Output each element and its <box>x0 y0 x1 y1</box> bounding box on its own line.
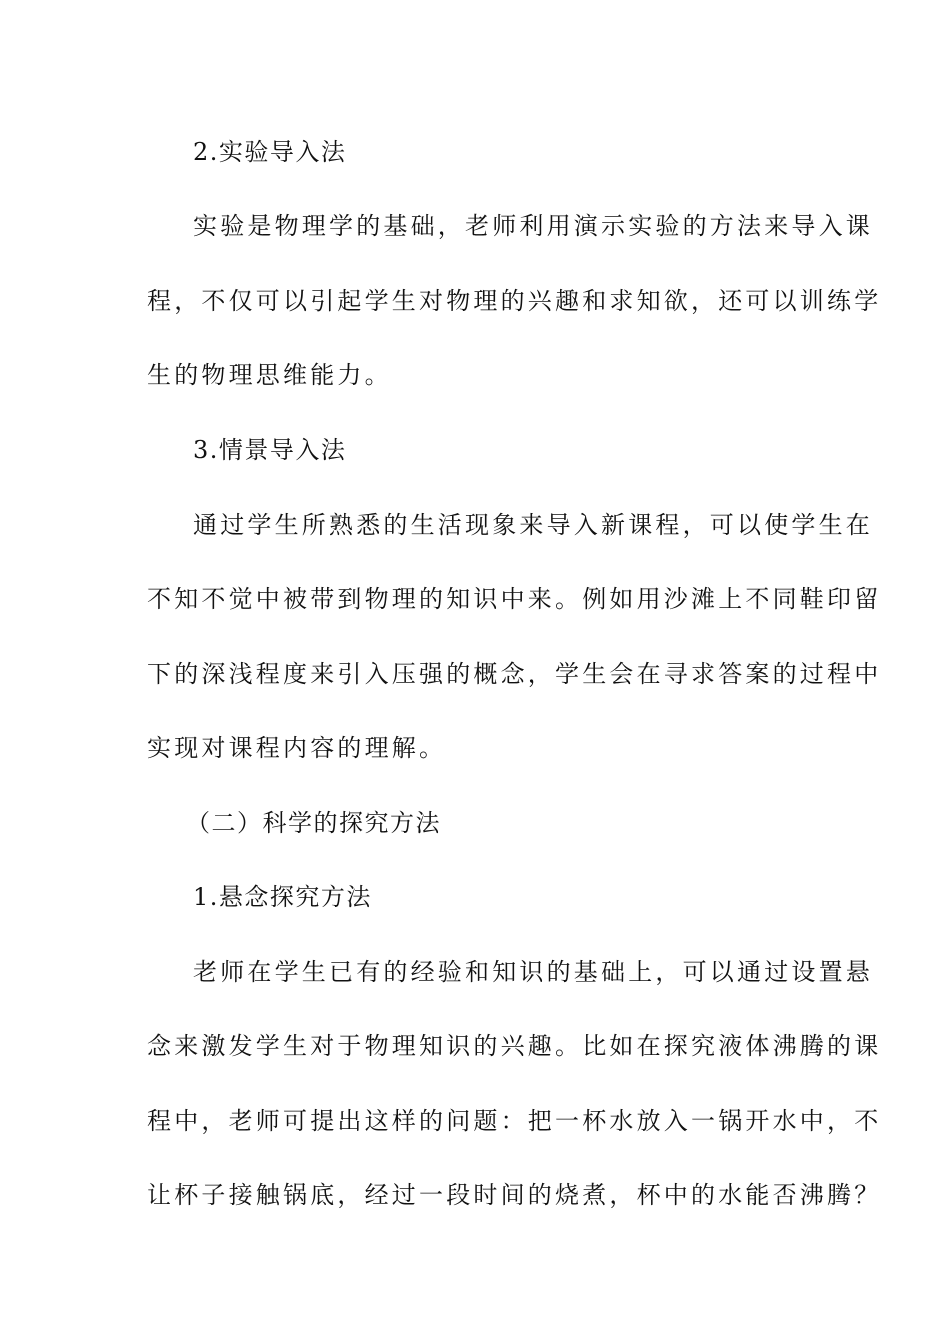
paragraph-line: 通过学生所熟悉的生活现象来导入新课程，可以使学生在 <box>193 511 873 539</box>
paragraph-line: 实现对课程内容的理解。 <box>147 734 447 762</box>
paragraph-line: 实验是物理学的基础，老师利用演示实验的方法来导入课 <box>193 212 873 240</box>
paragraph-line: 念来激发学生对于物理知识的兴趣。比如在探究液体沸腾的课 <box>147 1032 882 1060</box>
heading-experiment-intro: 2.实验导入法 <box>193 138 347 166</box>
paragraph-line: 不知不觉中被带到物理的知识中来。例如用沙滩上不同鞋印留 <box>147 585 882 613</box>
paragraph-line: 让杯子接触锅底，经过一段时间的烧煮，杯中的水能否沸腾？ <box>147 1181 882 1209</box>
section-heading-scientific-inquiry: （二）科学的探究方法 <box>186 809 441 837</box>
heading-suspense-inquiry: 1.悬念探究方法 <box>193 883 372 911</box>
heading-scenario-intro: 3.情景导入法 <box>193 436 347 464</box>
paragraph-line: 老师在学生已有的经验和知识的基础上，可以通过设置悬 <box>193 958 873 986</box>
paragraph-line: 程中，老师可提出这样的问题：把一杯水放入一锅开水中，不 <box>147 1107 882 1135</box>
paragraph-line: 程，不仅可以引起学生对物理的兴趣和求知欲，还可以训练学 <box>147 287 882 315</box>
paragraph-line: 下的深浅程度来引入压强的概念，学生会在寻求答案的过程中 <box>147 660 882 688</box>
paragraph-line: 生的物理思维能力。 <box>147 361 392 389</box>
